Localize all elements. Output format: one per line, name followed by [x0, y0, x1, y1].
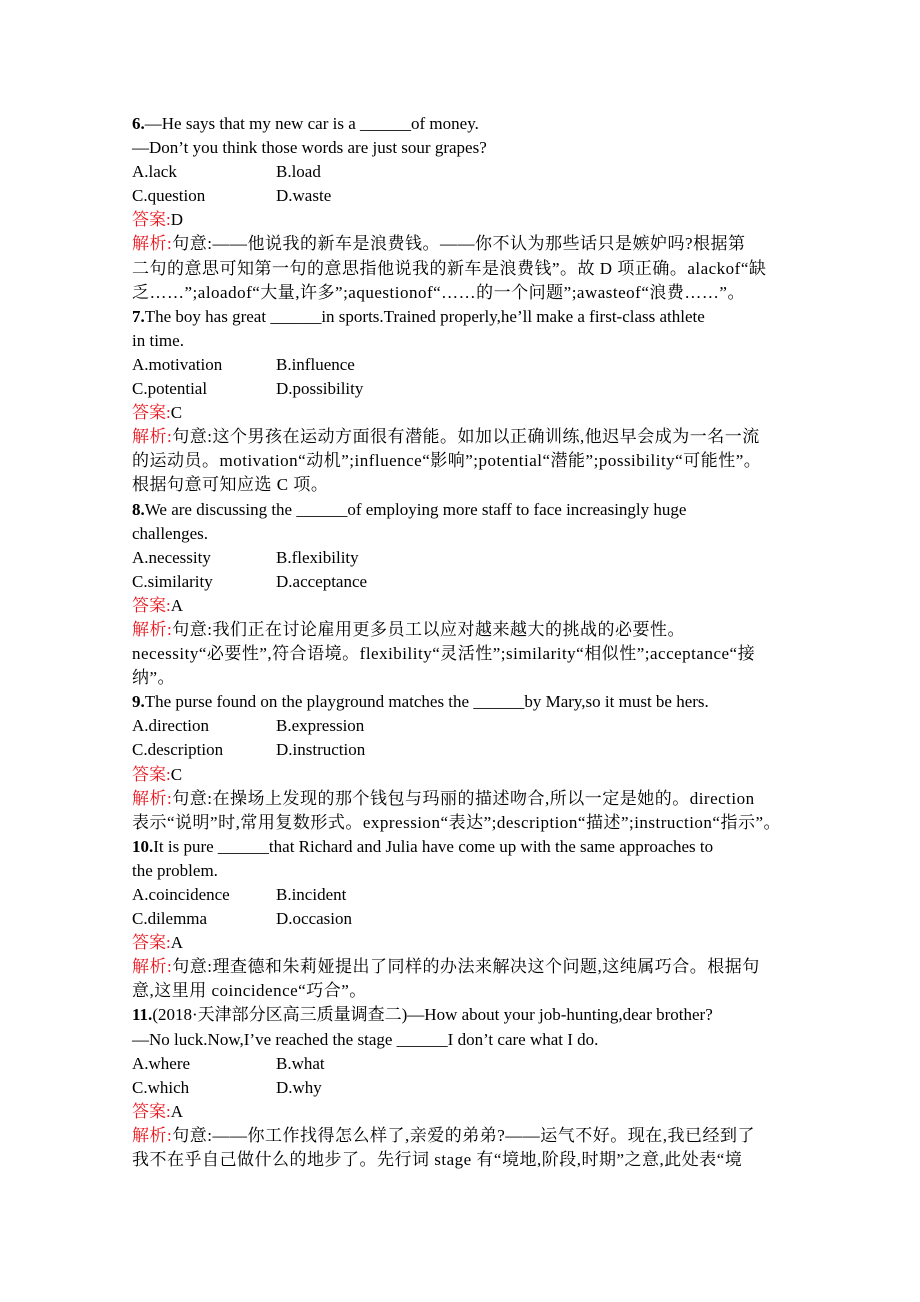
question-number: 9. [132, 692, 145, 712]
options-row [132, 714, 792, 738]
explanation-label: 解析: [132, 619, 173, 639]
question-stem-text: The purse found on the playground matches the ______by Mary,so it must be hers. [144, 692, 709, 712]
options-row [132, 184, 792, 208]
answer-label: 答案: [132, 764, 171, 784]
answer-option: A.where [132, 1053, 191, 1073]
explanation-line [132, 473, 792, 497]
options-row [132, 353, 792, 377]
question-stem-text: The boy has great ______in sports.Trained properly,he’ll make a first-class athlete [144, 306, 705, 326]
options-row [132, 377, 792, 401]
answer-option: A.direction [132, 716, 209, 736]
explanation-line [132, 618, 792, 642]
answer-option: C.similarity [132, 571, 213, 591]
answer-label: 答案: [132, 595, 171, 615]
explanation-text: 我不在乎自己做什么的地步了。先行词 stage 有“境地,阶段,时期”之意,此处表“境 [132, 1150, 743, 1170]
question-number: 7. [132, 306, 145, 326]
answer-option: D.possibility [276, 379, 364, 399]
explanation-text: 意,这里用 coincidence“巧合”。 [132, 981, 367, 1001]
answer-label: 答案: [132, 933, 171, 953]
answer-line [132, 763, 792, 787]
question-stem-text: —Don’t you think those words are just sour grapes? [132, 138, 487, 158]
answer-label: 答案: [132, 1101, 171, 1121]
answer-value: D [170, 210, 184, 230]
question-stem-text: in time. [132, 330, 184, 350]
question-stem-text: —No luck.Now,I’ve reached the stage ______I don’t care what I do. [132, 1029, 599, 1049]
explanation-text: 句意:理查德和朱莉娅提出了同样的办法来解决这个问题,这纯属巧合。根据句 [172, 957, 760, 977]
question-stem-line [132, 1003, 792, 1027]
explanation-text: 句意:这个男孩在运动方面很有潜能。如加以正确训练,他迟早会成为一名一流 [172, 427, 760, 447]
options-row [132, 883, 792, 907]
answer-option: D.waste [276, 186, 332, 206]
explanation-text: 纳”。 [132, 668, 176, 688]
question-stem-line [132, 835, 792, 859]
answer-value: A [170, 933, 184, 953]
answer-option: C.question [132, 186, 206, 206]
answer-option: D.occasion [276, 909, 353, 929]
explanation-text: 根据句意可知应选 C 项。 [132, 475, 329, 495]
answer-line [132, 208, 792, 232]
explanation-line [132, 232, 792, 256]
explanation-text: 句意:我们正在讨论雇用更多员工以应对越来越大的挑战的必要性。 [172, 619, 685, 639]
question-block [132, 305, 792, 498]
question-stem-line [132, 1028, 792, 1052]
question-stem-text: (2018·天津部分区高三质量调查二)—How about your job-hunting,dear brother? [152, 1005, 713, 1025]
answer-option: B.influence [276, 354, 355, 374]
answer-value: A [170, 1101, 184, 1121]
question-stem-line [132, 136, 792, 160]
options-row [132, 738, 792, 762]
answer-option: B.expression [276, 716, 365, 736]
options-row [132, 1052, 792, 1076]
question-stem-line [132, 522, 792, 546]
answer-value: A [170, 595, 184, 615]
answer-option: D.instruction [276, 740, 366, 760]
explanation-line [132, 1148, 792, 1172]
explanation-line [132, 425, 792, 449]
answer-option: C.description [132, 740, 224, 760]
explanation-line [132, 449, 792, 473]
answer-value: C [170, 764, 183, 784]
question-stem-text: the problem. [132, 860, 218, 880]
explanation-line [132, 955, 792, 979]
explanation-label: 解析: [132, 427, 173, 447]
question-block [132, 112, 792, 305]
question-stem-line [132, 305, 792, 329]
answer-value: C [170, 403, 183, 423]
question-number: 6. [132, 114, 145, 133]
explanation-line [132, 666, 792, 690]
explanation-line [132, 642, 792, 666]
answer-option: C.which [132, 1077, 190, 1097]
explanation-label: 解析: [132, 1125, 173, 1145]
question-stem-line [132, 112, 792, 136]
answer-line [132, 594, 792, 618]
question-block [132, 1003, 792, 1172]
explanation-line [132, 979, 792, 1003]
answer-label: 答案: [132, 210, 171, 230]
answer-line [132, 401, 792, 425]
question-number: 10. [132, 836, 154, 856]
explanation-text: 句意:在操场上发现的那个钱包与玛丽的描述吻合,所以一定是她的。direction [172, 788, 755, 808]
document-page [132, 112, 792, 1172]
explanation-label: 解析: [132, 234, 173, 254]
answer-option: B.flexibility [276, 547, 359, 567]
answer-option: D.acceptance [276, 571, 368, 591]
explanation-label: 解析: [132, 788, 173, 808]
explanation-line [132, 787, 792, 811]
answer-option: A.lack [132, 162, 177, 182]
question-block [132, 835, 792, 1004]
question-stem-line [132, 690, 792, 714]
question-number: 8. [132, 499, 145, 519]
question-number: 11. [132, 1005, 153, 1025]
answer-option: A.coincidence [132, 885, 230, 904]
answer-option: C.potential [132, 379, 208, 399]
answer-line [132, 1100, 792, 1124]
options-row [132, 546, 792, 570]
answer-option: B.what [276, 1053, 325, 1073]
explanation-text: 二句的意思可知第一句的意思指他说我的新车是浪费钱”。故 D 项正确。alackof“缺 [132, 258, 767, 278]
question-stem-line [132, 859, 792, 883]
explanation-line [132, 811, 792, 835]
answer-option: D.why [276, 1077, 322, 1097]
options-row [132, 907, 792, 931]
answer-label: 答案: [132, 403, 171, 423]
question-stem-text: We are discussing the ______of employing more staff to face increasingly huge [144, 499, 687, 519]
explanation-line [132, 281, 792, 305]
answer-option: A.necessity [132, 547, 211, 567]
question-stem-line [132, 498, 792, 522]
options-row [132, 1076, 792, 1100]
explanation-line [132, 1124, 792, 1148]
answer-line [132, 931, 792, 955]
explanation-label: 解析: [132, 957, 173, 977]
explanation-text: 的运动员。motivation“动机”;influence“影响”;potential“潜能”;possibility“可能性”。 [132, 451, 762, 471]
answer-option: A.motivation [132, 354, 223, 374]
question-stem-line [132, 329, 792, 353]
explanation-text: necessity“必要性”,符合语境。flexibility“灵活性”;similarity“相似性”;acceptance“接 [132, 644, 756, 664]
options-row [132, 160, 792, 184]
question-block [132, 690, 792, 835]
explanation-text: 句意:——他说我的新车是浪费钱。——你不认为那些话只是嫉妒吗?根据第 [172, 234, 746, 254]
explanation-text: 乏……”;aloadof“大量,许多”;aquestionof“……的一个问题”;awasteof“浪费……”。 [132, 282, 745, 302]
question-stem-text: challenges. [132, 523, 208, 543]
options-row [132, 570, 792, 594]
explanation-line [132, 257, 792, 281]
explanation-text: 句意:——你工作找得怎么样了,亲爱的弟弟?——运气不好。现在,我已经到了 [172, 1125, 756, 1145]
answer-option: B.incident [276, 885, 347, 904]
question-stem-text: It is pure ______that Richard and Julia have come up with the same approaches to [153, 836, 714, 856]
answer-option: C.dilemma [132, 909, 208, 929]
answer-option: B.load [276, 162, 321, 182]
explanation-text: 表示“说明”时,常用复数形式。expression“表达”;description“描述”;instruction“指示”。 [132, 812, 782, 832]
question-stem-text: —He says that my new car is a ______of money. [144, 114, 479, 133]
question-block [132, 498, 792, 691]
